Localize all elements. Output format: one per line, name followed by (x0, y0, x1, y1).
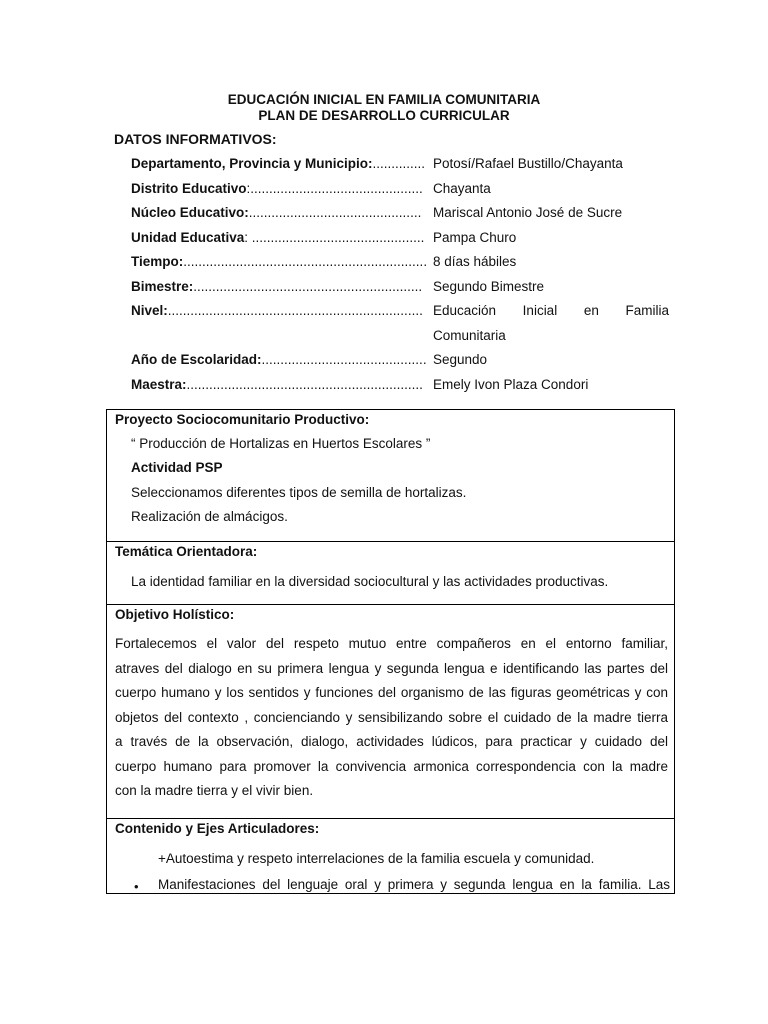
info-value: Potosí/Rafael Bustillo/Chayanta (433, 156, 623, 171)
paragraph-line: cuerpo humano y los sentidos y funciones del organismo de las figuras geométricas y con (115, 685, 668, 700)
info-value: Emely Ivon Plaza Condori (433, 376, 589, 392)
info-row-nucleo: Núcleo Educativo:.............................................. Mariscal Antonio José de Sucre (131, 201, 671, 226)
info-row-nivel: Nivel:.................................................................... Educación Inicial en Familia Comunitaria (131, 299, 671, 348)
info-row-departamento: Departamento, Provincia y Municipio:.............. Potosí/Rafael Bustillo/Chayanta (131, 152, 671, 177)
info-value: Segundo Bimestre (433, 278, 545, 294)
info-row-maestra: Maestra:............................................................... Emely Ivon Plaza Condori (131, 373, 671, 398)
objetivo-box (106, 604, 675, 819)
paragraph-line: objetos del contexto , concienciando y sensibilizando sobre el cuidado de la madre tierra (115, 709, 668, 725)
tematica-heading: Temática Orientadora: (115, 544, 258, 559)
paragraph-line: Fortalecemos el valor del respeto mutuo entre compañeros en el entorno familiar, (115, 636, 668, 651)
bullet-icon: • (134, 879, 139, 894)
info-value: Mariscal Antonio José de Sucre (433, 205, 623, 220)
proyecto-name: “ Producción de Hortalizas en Huertos Escolares ” (131, 436, 431, 451)
info-row-unidad: Unidad Educativa: .............................................. Pampa Churo (131, 226, 671, 251)
info-row-anio: Año de Escolaridad:............................................ Segundo (131, 348, 671, 373)
info-value: Pampa Churo (433, 229, 517, 245)
objetivo-paragraph (115, 632, 668, 804)
info-value: Segundo (433, 352, 488, 367)
paragraph-line: con la madre tierra y el vivir bien. (115, 783, 314, 798)
datos-informativos-heading: DATOS INFORMATIVOS: (114, 131, 277, 147)
contenido-item: +Autoestima y respeto interrelaciones de la familia escuela y comunidad. (158, 851, 595, 866)
actividad-item: Seleccionamos diferentes tipos de semilla de hortalizas. (131, 485, 467, 500)
actividad-item: Realización de almácigos. (131, 509, 288, 524)
info-row-distrito: Distrito Educativo:.............................................. Chayanta (131, 177, 671, 202)
actividad-heading: Actividad PSP (131, 460, 223, 475)
tematica-text: La identidad familiar en la diversidad sociocultural y las actividades productivas. (131, 574, 609, 589)
paragraph-line: cuerpo humano para promover la convivencia armonica correspondencia con la madre (115, 758, 668, 774)
paragraph-line: atraves del dialogo en su primera lengua y segunda lengua e identificando las partes del (115, 660, 668, 676)
proyecto-heading: Proyecto Sociocomunitario Productivo: (115, 412, 370, 427)
info-value: Educación Inicial en Familia Comunitaria (433, 303, 669, 343)
proyecto-box (106, 409, 675, 542)
contenido-heading: Contenido y Ejes Articuladores: (115, 821, 320, 836)
info-list (131, 152, 671, 397)
contenido-item: Manifestaciones del lenguaje oral y primera y segunda lengua en la familia. Las (158, 877, 670, 892)
contenido-box (106, 818, 675, 894)
objetivo-heading: Objetivo Holístico: (115, 607, 235, 622)
paragraph-line: a través de la observación, dialogo, actividades lúdicos, para practicar y cuidado del (115, 734, 668, 749)
info-row-bimestre: Bimestre:............................................................. Segundo Bimestre (131, 275, 671, 300)
info-value: Chayanta (433, 180, 491, 196)
tematica-box (106, 541, 675, 605)
document-title: EDUCACIÓN INICIAL EN FAMILIA COMUNITARIA (227, 92, 541, 107)
info-row-tiempo: Tiempo:................................................................. 8 días hábiles (131, 250, 671, 275)
info-value: 8 días hábiles (433, 254, 517, 269)
document-subtitle: PLAN DE DESARROLLO CURRICULAR (258, 108, 510, 123)
